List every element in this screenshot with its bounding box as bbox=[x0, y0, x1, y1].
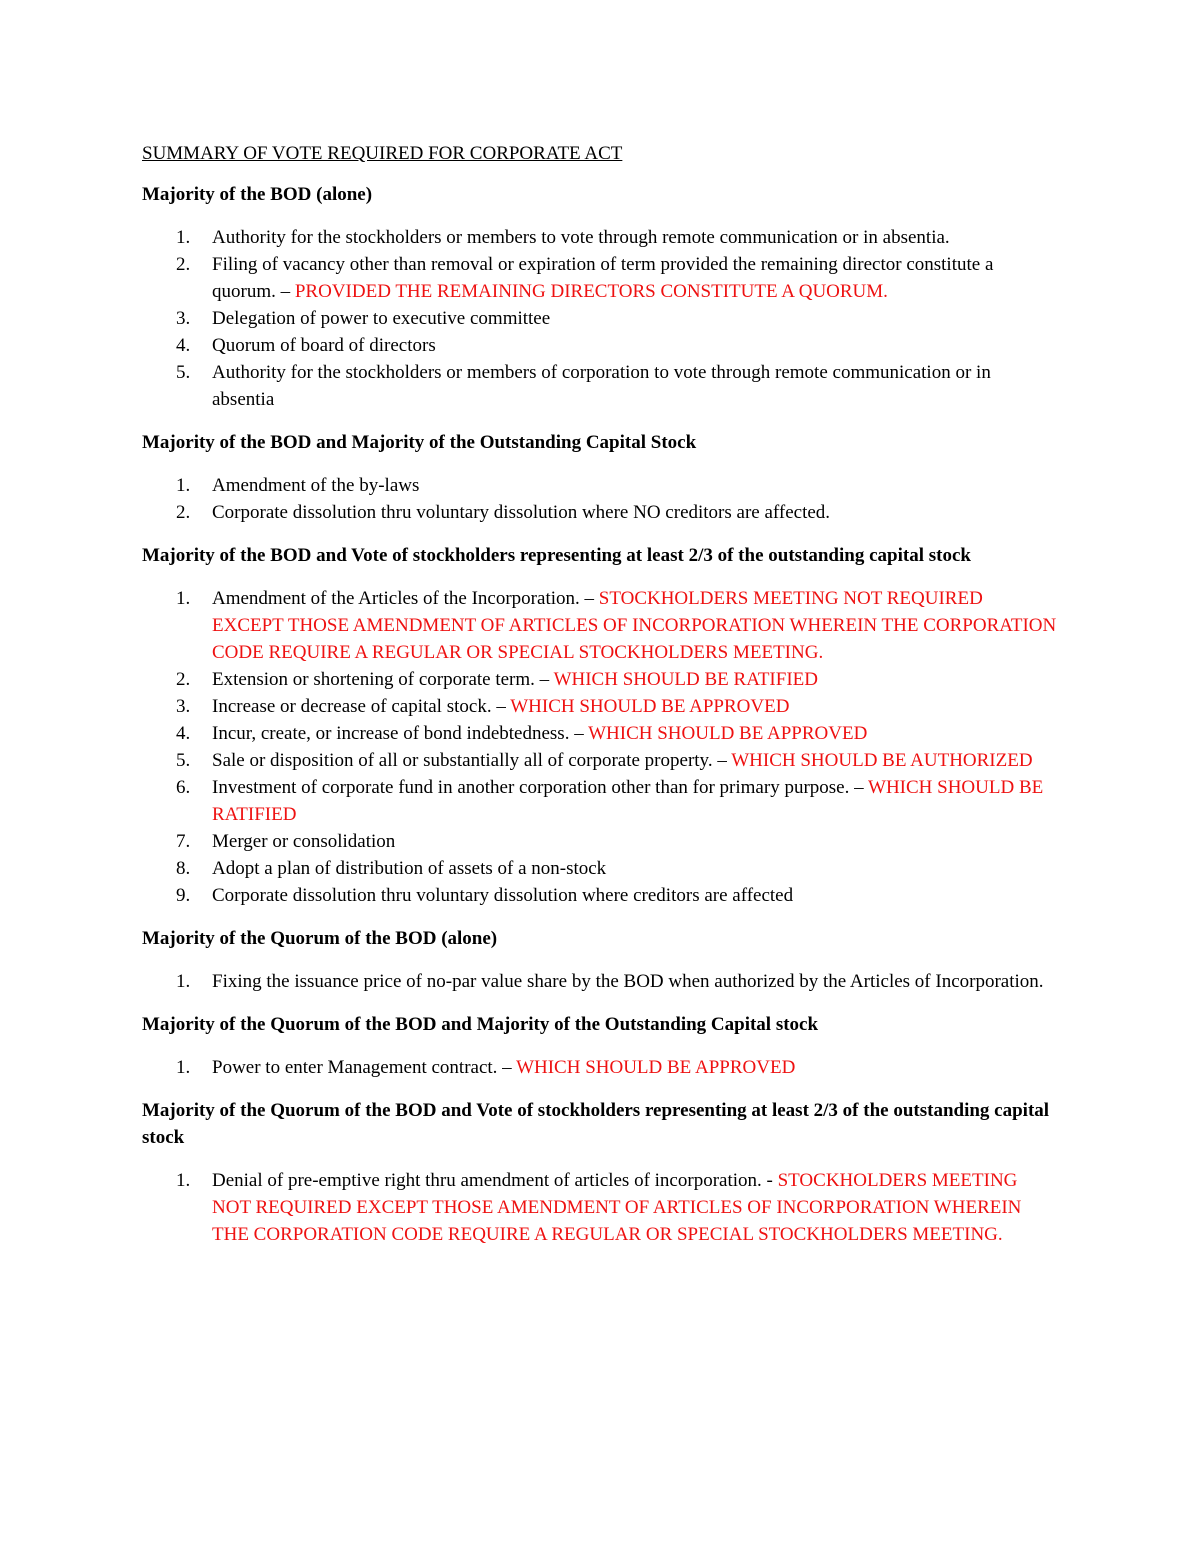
item-text: Extension or shortening of corporate term. – bbox=[212, 669, 554, 690]
list-item bbox=[142, 499, 1057, 526]
item-list bbox=[142, 1167, 1057, 1248]
list-item bbox=[142, 359, 1057, 413]
item-note: WHICH SHOULD BE APPROVED bbox=[516, 1057, 796, 1078]
item-text: Power to enter Management contract. – bbox=[212, 1057, 517, 1078]
list-item bbox=[142, 693, 1057, 720]
section-quorum-and-majority-capital bbox=[142, 1011, 1057, 1081]
item-list bbox=[142, 585, 1057, 909]
item-number: 7. bbox=[176, 831, 191, 852]
list-item bbox=[142, 828, 1057, 855]
item-list bbox=[142, 968, 1057, 995]
list-item bbox=[142, 332, 1057, 359]
item-text: Corporate dissolution thru voluntary dissolution where NO creditors are affected. bbox=[212, 502, 831, 523]
item-number: 8. bbox=[176, 858, 191, 879]
item-text: Fixing the issuance price of no-par value share by the BOD when authorized by the Articles of Incorporation. bbox=[212, 971, 1044, 992]
item-number: 1. bbox=[176, 227, 191, 248]
section-heading: Majority of the Quorum of the BOD and Majority of the Outstanding Capital stock bbox=[142, 1014, 819, 1035]
item-text: Authority for the stockholders or members to vote through remote communication or in absentia. bbox=[212, 227, 950, 248]
list-item bbox=[142, 774, 1057, 828]
item-text: Amendment of the by-laws bbox=[212, 475, 420, 496]
list-item bbox=[142, 720, 1057, 747]
section-bod-and-majority-capital bbox=[142, 429, 1057, 526]
section-bod-and-two-thirds bbox=[142, 542, 1057, 909]
item-list bbox=[142, 472, 1057, 526]
list-item bbox=[142, 666, 1057, 693]
item-note: WHICH SHOULD BE RATIFIED bbox=[212, 777, 1044, 825]
list-item bbox=[142, 1167, 1057, 1248]
list-item bbox=[142, 224, 1057, 251]
item-number: 9. bbox=[176, 885, 191, 906]
item-text: Investment of corporate fund in another corporation other than for primary purpose. – bbox=[212, 777, 869, 798]
item-text: Authority for the stockholders or members of corporation to vote through remote communication or in absentia bbox=[212, 362, 991, 410]
item-text: Corporate dissolution thru voluntary dissolution where creditors are affected bbox=[212, 885, 794, 906]
item-text: Quorum of board of directors bbox=[212, 335, 436, 356]
item-note: WHICH SHOULD BE RATIFIED bbox=[553, 669, 818, 690]
document-page bbox=[142, 140, 1057, 1264]
section-heading: Majority of the BOD (alone) bbox=[142, 184, 373, 205]
item-number: 1. bbox=[176, 588, 191, 609]
item-note: PROVIDED THE REMAINING DIRECTORS CONSTITUTE A QUORUM. bbox=[294, 281, 888, 302]
item-text: Filing of vacancy other than removal or expiration of term provided the remaining director constitute a quorum. – bbox=[212, 254, 994, 302]
document-title: SUMMARY OF VOTE REQUIRED FOR CORPORATE ACT bbox=[142, 143, 623, 164]
section-quorum-alone bbox=[142, 925, 1057, 995]
item-number: 2. bbox=[176, 669, 191, 690]
item-number: 5. bbox=[176, 362, 191, 383]
section-quorum-and-two-thirds bbox=[142, 1097, 1057, 1248]
item-note: STOCKHOLDERS MEETING NOT REQUIRED EXCEPT THOSE AMENDMENT OF ARTICLES OF INCORPORATION WHEREIN THE CORPORATION CODE REQUIRE A REGULAR OR SPECIAL STOCKHOLDERS MEETING. bbox=[212, 1170, 1022, 1245]
list-item bbox=[142, 472, 1057, 499]
item-text: Sale or disposition of all or substantially all of corporate property. – bbox=[212, 750, 732, 771]
section-heading: Majority of the Quorum of the BOD (alone) bbox=[142, 928, 498, 949]
item-number: 6. bbox=[176, 777, 191, 798]
list-item bbox=[142, 747, 1057, 774]
item-text: Increase or decrease of capital stock. – bbox=[212, 696, 511, 717]
item-number: 1. bbox=[176, 1057, 191, 1078]
list-item bbox=[142, 1054, 1057, 1081]
item-text: Amendment of the Articles of the Incorporation. – bbox=[212, 588, 599, 609]
list-item bbox=[142, 968, 1057, 995]
item-number: 4. bbox=[176, 723, 191, 744]
list-item bbox=[142, 585, 1057, 666]
item-list bbox=[142, 224, 1057, 413]
list-item bbox=[142, 305, 1057, 332]
item-number: 4. bbox=[176, 335, 191, 356]
item-number: 2. bbox=[176, 502, 191, 523]
section-heading: Majority of the BOD and Majority of the Outstanding Capital Stock bbox=[142, 432, 697, 453]
list-item bbox=[142, 882, 1057, 909]
section-bod-alone bbox=[142, 181, 1057, 413]
item-text: Adopt a plan of distribution of assets of a non-stock bbox=[212, 858, 607, 879]
list-item bbox=[142, 855, 1057, 882]
item-number: 1. bbox=[176, 475, 191, 496]
item-note: STOCKHOLDERS MEETING NOT REQUIRED EXCEPT THOSE AMENDMENT OF ARTICLES OF INCORPORATION WHEREIN THE CORPORATION CODE REQUIRE A REGULAR OR SPECIAL STOCKHOLDERS MEETING. bbox=[212, 588, 1057, 663]
item-number: 5. bbox=[176, 750, 191, 771]
section-heading: Majority of the Quorum of the BOD and Vote of stockholders representing at least 2/3 of the outstanding capital stock bbox=[142, 1100, 1050, 1148]
item-text: Incur, create, or increase of bond indebtedness. – bbox=[212, 723, 589, 744]
item-note: WHICH SHOULD BE APPROVED bbox=[510, 696, 790, 717]
item-number: 3. bbox=[176, 308, 191, 329]
section-heading: Majority of the BOD and Vote of stockholders representing at least 2/3 of the outstanding capital stock bbox=[142, 545, 971, 566]
item-number: 1. bbox=[176, 971, 191, 992]
list-item bbox=[142, 251, 1057, 305]
item-text: Merger or consolidation bbox=[212, 831, 396, 852]
item-number: 3. bbox=[176, 696, 191, 717]
item-text: Denial of pre-emptive right thru amendment of articles of incorporation. - bbox=[212, 1170, 778, 1191]
item-number: 1. bbox=[176, 1170, 191, 1191]
item-note: WHICH SHOULD BE APPROVED bbox=[588, 723, 868, 744]
item-note: WHICH SHOULD BE AUTHORIZED bbox=[731, 750, 1033, 771]
item-list bbox=[142, 1054, 1057, 1081]
item-text: Delegation of power to executive committee bbox=[212, 308, 551, 329]
item-number: 2. bbox=[176, 254, 191, 275]
